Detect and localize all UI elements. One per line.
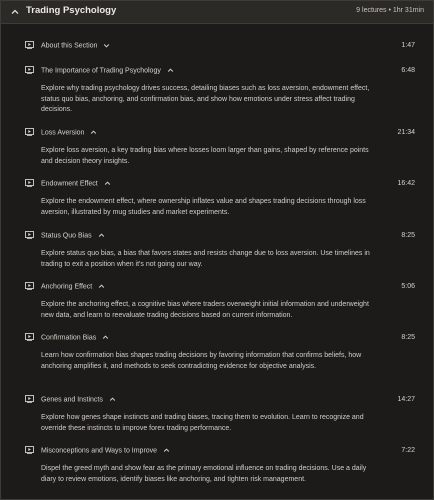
lecture-title[interactable]: About this Section [41, 42, 110, 49]
lecture-description: Explore the anchoring effect, a cognitive bias where traders overweight initial information and underweight new data, and learn to reevaluate trading decisions based on current information. [41, 301, 369, 319]
video-icon [25, 231, 34, 239]
lecture-description: Learn how confirmation bias shapes trading decisions by favoring information that confirms beliefs, how anchoring amplifies it, and methods to seek contradicting evidence for objective analysis. [41, 352, 362, 370]
video-icon [25, 179, 34, 187]
lecture-duration: 5:06 [401, 283, 415, 290]
lecture-duration: 6:48 [401, 67, 415, 74]
lecture-duration: 16:42 [397, 180, 415, 187]
video-icon [25, 66, 34, 74]
chevron-up-icon[interactable] [98, 232, 105, 239]
lecture-duration: 14:27 [397, 396, 415, 403]
lecture-title[interactable]: The Importance of Trading Psychology [41, 67, 174, 74]
chevron-up-icon[interactable] [90, 129, 97, 136]
section-title: Trading Psychology [26, 5, 117, 16]
lecture-duration: 21:34 [397, 129, 415, 136]
lecture-title[interactable]: Anchoring Effect [41, 283, 105, 290]
video-icon [25, 333, 34, 341]
lecture-title[interactable]: Confirmation Bias [41, 334, 109, 341]
lecture-duration: 7:22 [401, 447, 415, 454]
lecture-title[interactable]: Endowment Effect [41, 180, 111, 187]
lecture-description: Explore status quo bias, a bias that favors states and resists change due to loss aversion. Use timelines in trading to exit a position when it's not going our way. [41, 250, 370, 268]
chevron-up-icon[interactable] [102, 334, 109, 341]
video-icon [25, 395, 34, 403]
video-icon [25, 282, 34, 290]
lecture-description: Dispel the greed myth and show fear as the primary emotional influence on trading decisions. Use a daily diary to review emotions, identify biases like anchoring, and tighten risk management. [41, 465, 367, 483]
chevron-up-icon[interactable] [98, 283, 105, 290]
video-icon [25, 41, 34, 49]
lecture-description: Explore the endowment effect, where ownership inflates value and shapes trading decisions through loss aversion, illustrated by mug studies and market experiments. [41, 198, 366, 216]
lecture-description: Explore loss aversion, a key trading bias where losses loom larger than gains, shaped by reference points and decision theory insights. [41, 147, 369, 165]
chevron-up-icon [10, 7, 20, 17]
chevron-up-icon[interactable] [167, 67, 174, 74]
lecture-list [1, 24, 433, 499]
lecture-duration: 8:25 [401, 232, 415, 239]
video-icon [25, 128, 34, 136]
lecture-title[interactable]: Loss Aversion [41, 129, 97, 136]
lecture-duration: 8:25 [401, 334, 415, 341]
lecture-title[interactable]: Status Quo Bias [41, 232, 105, 239]
section-header[interactable] [1, 1, 433, 24]
video-icon [25, 446, 34, 454]
section-meta: 9 lectures • 1hr 31min [356, 7, 424, 14]
chevron-up-icon[interactable] [104, 180, 111, 187]
lecture-title[interactable]: Misconceptions and Ways to Improve [41, 447, 170, 454]
chevron-up-icon[interactable] [109, 396, 116, 403]
lecture-description: Explore how genes shape instincts and trading biases, tracing them to evolution. Learn to recognize and override these instincts to improve forex trading performance. [41, 414, 364, 432]
chevron-up-icon[interactable] [163, 447, 170, 454]
lecture-title[interactable]: Genes and Instincts [41, 396, 116, 403]
lecture-duration: 1:47 [401, 42, 415, 49]
lecture-description: Explore why trading psychology drives success, detailing biases such as loss aversion, endowment effect, status quo bias, anchoring, and confirmation bias, and show how emotions under stress affect trading decisions. [41, 85, 370, 113]
chevron-down-icon[interactable] [103, 42, 110, 49]
